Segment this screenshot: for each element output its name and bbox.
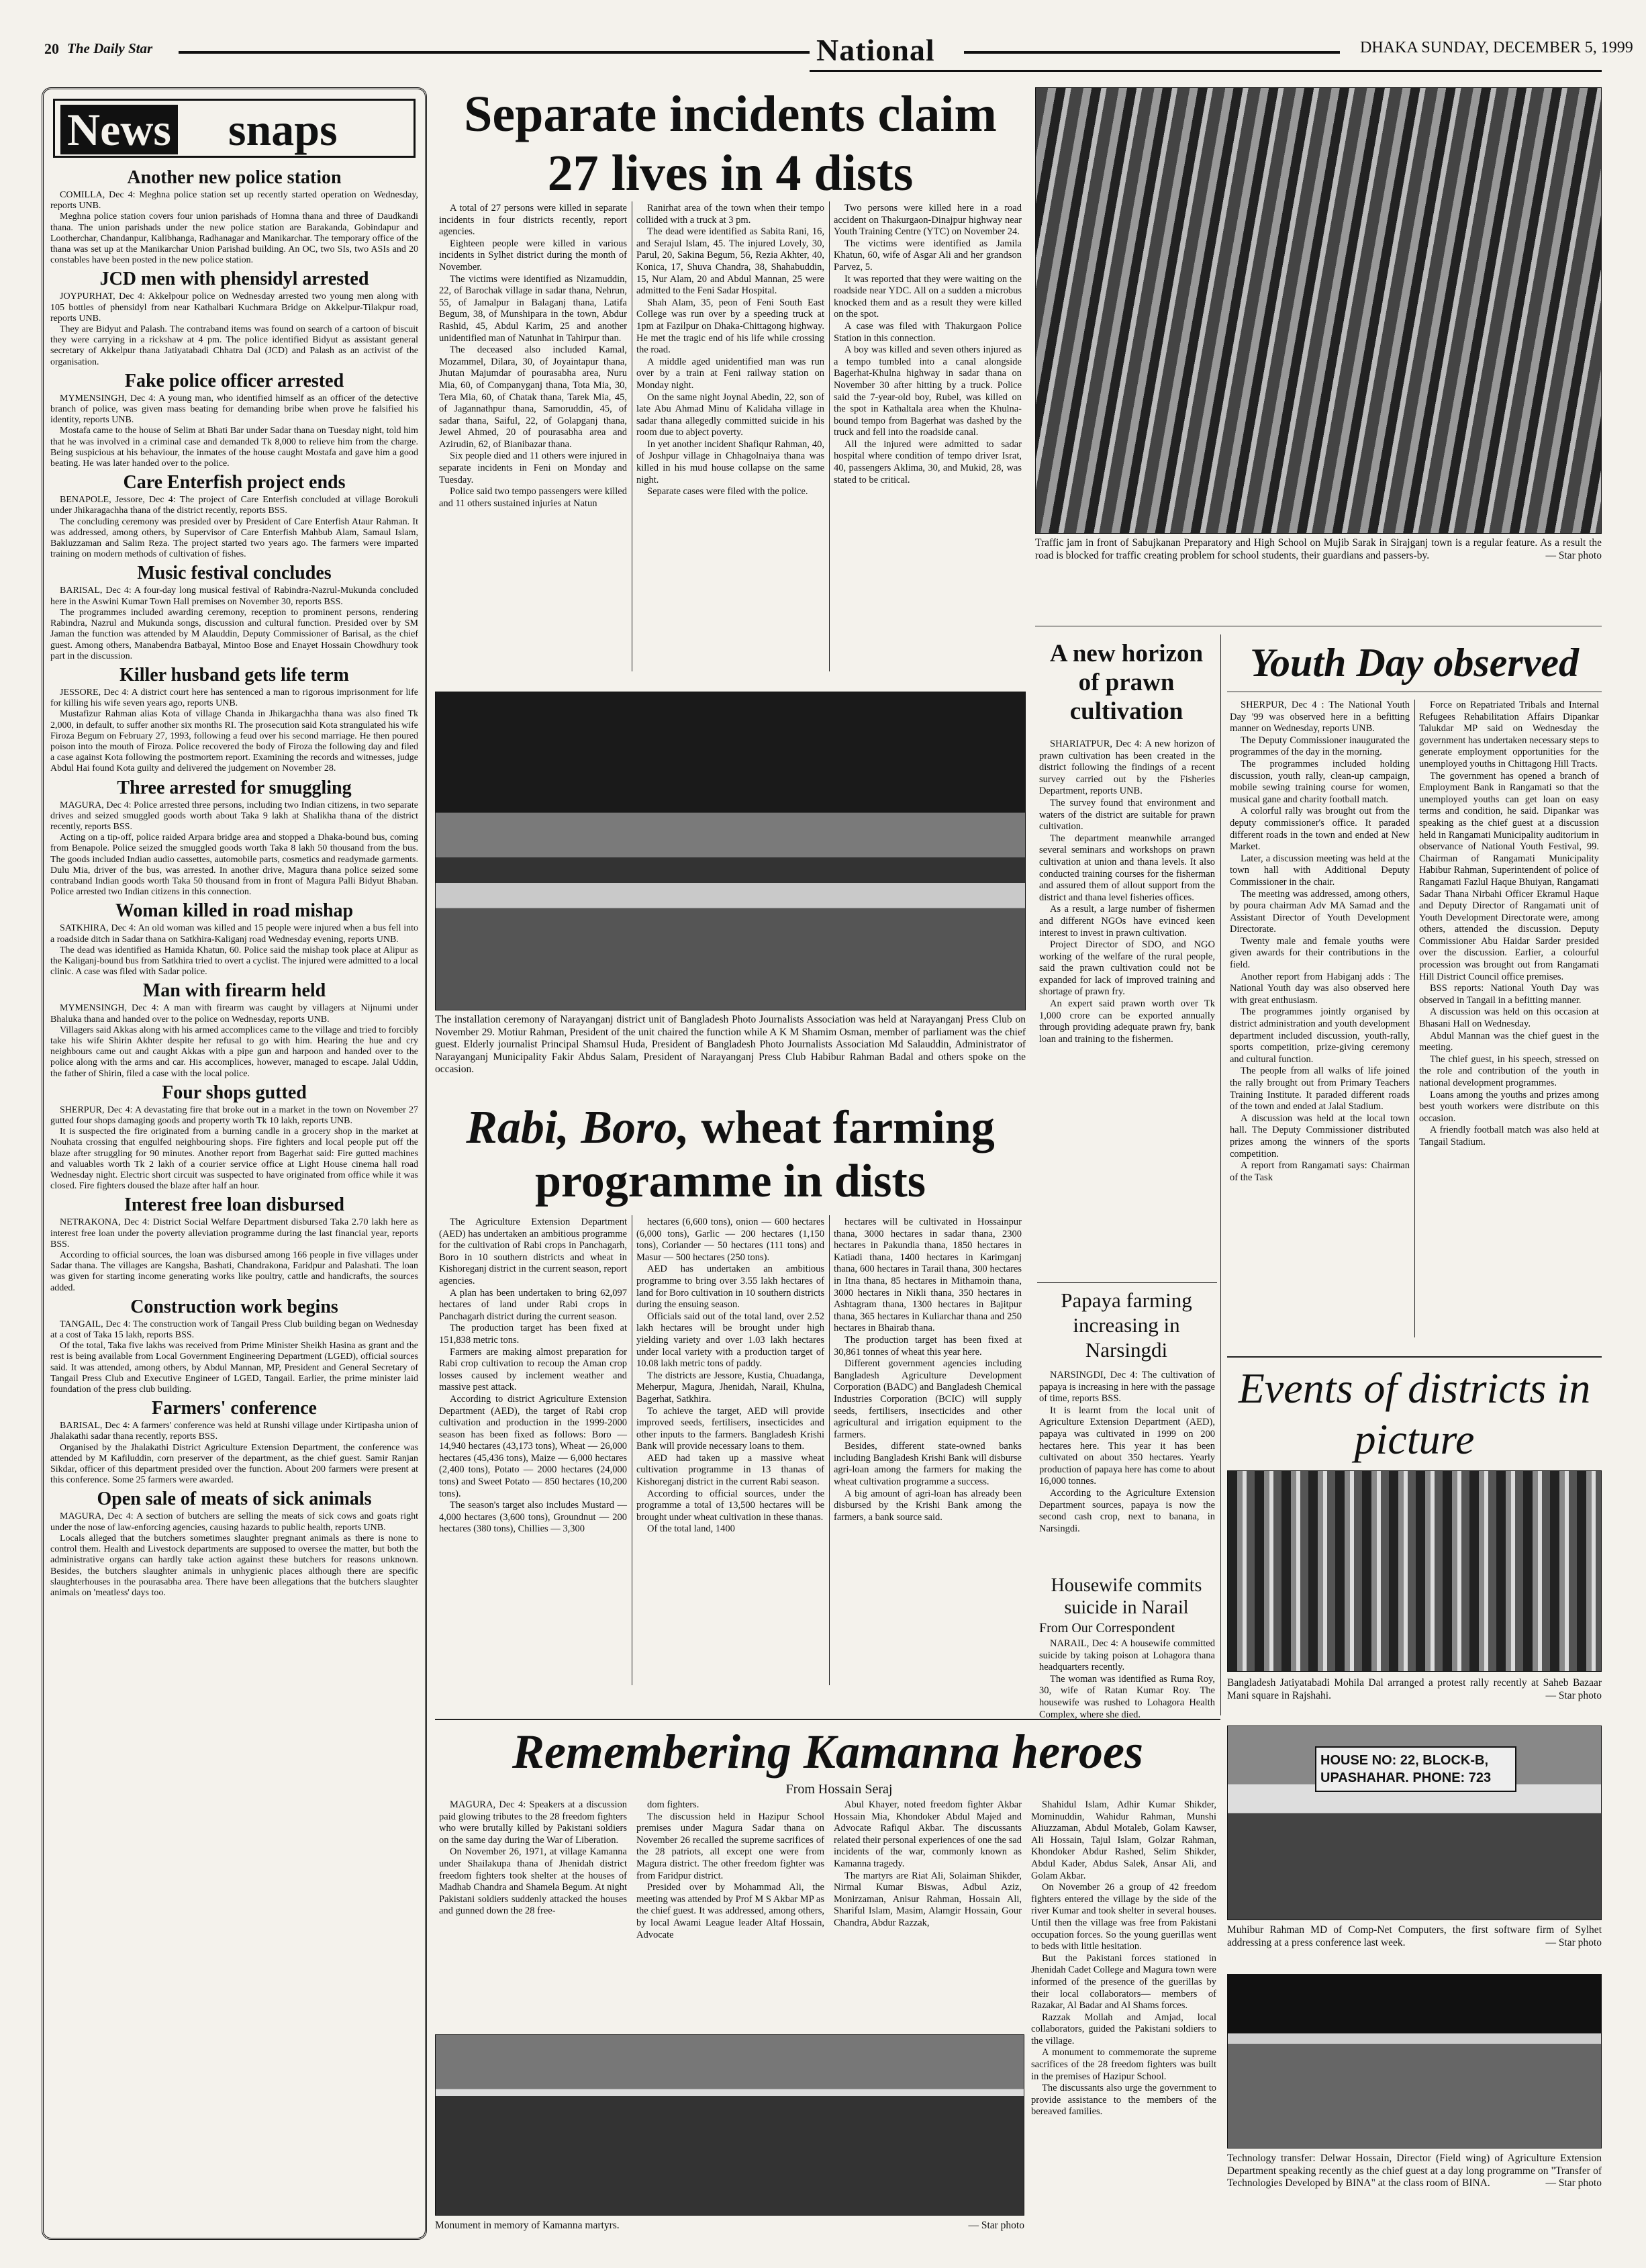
paragraph: The production target has been fixed at 30,861 tonnes of wheat this year here. <box>834 1334 1022 1358</box>
newsnap-paragraph: JESSORE, Dec 4: A district court here has sentenced a man to rigorous imprisonment for life for killing his wife seven years ago, reports UNB. <box>50 687 418 709</box>
paragraph: The dead were identified as Sabita Rani, 16, and Serajul Islam, 45. The injured Lovely, 30, Parul, 20, Sakina Begum, 56, Rezia Akhter, 40, Konica, 17, Shuva Chandra, 38, Shahabuddin, 15, Nur Alam, 20 and Abdul Mannan, 25 were admitted to the Feni Sadar Hospital. <box>636 226 824 297</box>
tech-caption-text: Technology transfer: Delwar Hossain, Director (Field wing) of Agriculture Extension Department speaking recently as the chief guest at a day long programme on "Transfer of Technologies Developed by BINA" at the class room of BINA. <box>1227 2153 1602 2189</box>
newsnap-paragraph: It is suspected the fire originated from a burning candle in a grocery shop in the market at Nouhata crossing that engulfed neighbouring shops. Fire fighters and local people put off the blaze after struggling for 90 minutes. Another report from Bagerhat said: Fire gutted machines and valuables worth Tk 2 lakh of a courier service office at Light House cinema hall road Wednesday night. Electric short circuit was suspected to have originated from office while it was closed. Fire fighters doused the blaze after half an hour. <box>50 1127 418 1192</box>
newsnap-item <box>50 980 418 1079</box>
newsnap-paragraph: BARISAL, Dec 4: A farmers' conference was held at Runshi village under Kirtipasha union of Jhalakathi sadar thana recently, reports BSS. <box>50 1421 418 1442</box>
paragraph: The martyrs are Riat Ali, Solaiman Shikder, Nirmal Kumar Biswas, Adbul Aziz, Monirzaman, Anisur Rahman, Hossain Ali, Shariful Islam, Masim, Alamgir Hossain, Gour Chandra, Abdur Razzak, <box>834 1870 1022 1928</box>
paragraph: Loans among the youths and prizes among best youth workers were distribute on this occasion. <box>1419 1089 1599 1124</box>
newsnap-headline: Man with firearm held <box>142 980 326 1002</box>
press-conference-photo <box>1227 1726 1602 1920</box>
newsnap-headline: Another new police station <box>127 167 342 188</box>
paragraph: dom fighters. <box>647 1799 699 1810</box>
lead-divider-2 <box>829 201 830 671</box>
newsnap-headline: Three arrested for smuggling <box>117 777 352 798</box>
newsnap-headline: Music festival concludes <box>137 563 332 584</box>
paragraph: Besides, different state-owned banks including Bangladesh Krishi Bank will disburse agri-loan among the farmers for making the wheat cultivation programme a success. <box>834 1441 1022 1488</box>
newsnap-paragraph: The concluding ceremony was presided over by President of Care Enterfish Ataur Rahman. It was addressed, among others, by Supervisor of Care Enterfish Mahbub Alam, Samaul Islam, Bakluzzaman and Salim Reza. The project started two years ago. The farmers were imparted training on modern methods of cultivation of fishes. <box>50 516 418 560</box>
newsnap-item <box>50 563 418 661</box>
kamanna-headline: Remembering Kamanna heroes <box>512 1725 1144 1779</box>
rabi-col-2 <box>636 1217 824 1687</box>
lead-col-2 <box>636 203 824 679</box>
rabi-col-3 <box>834 1217 1022 1687</box>
paragraph: A big amount of agri-loan has already been disbursed by the Krishi Bank among the farmers, a bank source said. <box>834 1488 1022 1523</box>
newsnap-headline: Construction work begins <box>130 1296 338 1317</box>
paragraph: Razzak Mollah and Amjad, local collaborators, guided the Pakistani soldiers to the village. <box>1031 2012 1216 2046</box>
newsnap-paragraph: Mustafizur Rahman alias Kota of village Chanda in Jhikargachha thana was also fined Tk 2,000, in default, to suffer another six months RI. The prosecution said Kota strangulated his wife Firoza Begum on February 27, 1993, following a feud over his second marriage. He then poured poison into the mouth of Firoza. Police recovered the body of Firoza the following day and filed a case against Kota following the postmortem report. Examining the records and witnesses, judge Abdul Hai found Kota guilty and delivered the judgement on November 28. <box>50 709 418 774</box>
paragraph: But the Pakistani forces stationed in Jhenidah Cadet College and Magura town were informed of the presence of the guerillas by their local collaborators— members of Razakar, Al Badar and Al Shams forces. <box>1031 1952 1216 2012</box>
newsnaps-list <box>50 164 418 2232</box>
newsnap-item <box>50 665 418 775</box>
paragraph: It was reported that they were waiting on the roadside near YDC. All on a sudden a microbus knocked them and as a result they were killed on the spot. <box>834 273 1022 320</box>
kamanna-photo-caption <box>435 2220 1024 2238</box>
kamanna-byline: From Hossain Seraj <box>785 1782 893 1797</box>
traffic-caption-text: Traffic jam in front of Sabujkanan Preparatory and High School on Mujib Sarak in Sirajganj town is a regular feature. As a result the road is blocked for traffic creating problem for school students, their guardians and passers-by. <box>1035 537 1602 561</box>
newsnaps-label-snaps: snaps <box>228 104 338 155</box>
right-col-divider <box>1220 634 1221 1715</box>
newsnap-paragraph: Acting on a tip-off, police raided Arpara bridge area and stopped a Dhaka-bound bus, coming from Benapole. Police seized the smuggled goods worth Taka 8 lakh 50 thousand from the bus. The goods included Indian audio cassettes, automobile parts, cosmetics and readymade garments. Dulu Mia, driver of the bus, was arrested. In another drive, Magura thana police seized some contraband Indian goods worth Taka 50 thousand from in front of Magura Palli Bidyut Bhaban. Police arrested two Indian citizens in this connection. <box>50 833 418 898</box>
paragraph: Police said two tempo passengers were killed and 11 others sustained injuries at Natun <box>439 486 627 509</box>
traffic-caption-credit: — Star photo <box>1545 549 1602 561</box>
paragraph: Abdul Mannan was the chief guest in the meeting. <box>1419 1030 1599 1053</box>
rally-caption-text: Bangladesh Jatiyatabadi Mohila Dal arranged a protest rally recently at Saheb Bazaar Mani square in Rajshahi. <box>1227 1677 1602 1701</box>
kamanna-col-1 <box>439 1799 627 2024</box>
prawn-headline: A new horizon of prawn cultivation <box>1049 640 1204 725</box>
paragraph: The survey found that environment and waters of the district are suitable for prawn cultivation. <box>1039 797 1215 833</box>
paragraph: The department meanwhile arranged several seminars and workshops on prawn cultivation at union and thana levels. It also conducted training courses for the fisherman and assured them of allout support from the district and thana level fisheries offices. <box>1039 833 1215 903</box>
paragraph: The victims were identified as Jamila Khatun, 60, wife of Asgar Ali and her grandson Parvez, 5. <box>834 238 1022 273</box>
newsnap-paragraph: NETRAKONA, Dec 4: District Social Welfare Department disbursed Taka 2.70 lakh here as interest free loan under the poverty alleviation programme during the last financial year, reports BSS. <box>50 1217 418 1249</box>
newsnap-item <box>50 1194 418 1293</box>
paragraph: MAGURA, Dec 4: Speakers at a discussion paid glowing tributes to the 28 freedom fighters who were brutally killed by Pakistani soldiers on the same day during the War of Liberation. <box>439 1799 627 1846</box>
prawn-body <box>1039 739 1215 1276</box>
masthead-rule-left <box>179 51 810 54</box>
youth-col-1 <box>1230 700 1410 1351</box>
newsnap-paragraph: JOYPURHAT, Dec 4: Akkelpour police on Wednesday arrested two young men along with 105 bottles of phensidyl from near Kathalbari Kuchmara Bridge on Akkelpur-Tilakpur road, reports UNB. <box>50 291 418 324</box>
newsnap-paragraph: TANGAIL, Dec 4: The construction work of Tangail Press Club building began on Wednesday at a cost of Taka 15 lakh, reports BSS. <box>50 1319 418 1341</box>
rally-caption <box>1227 1677 1602 1720</box>
newsnap-paragraph: Organised by the Jhalakathi District Agriculture Extension Department, the conference was attended by M Kafiluddin, corn preserver of the department, as the chief guest. Samir Ranjan Sikdar, officer of this department presided over the function. About 200 farmers were present at this conference. Some 25 farmers were awarded. <box>50 1442 418 1486</box>
newsnap-paragraph: Villagers said Akkas along with his armed accomplices came to the village and tried to forcibly take his wife Shirin Akhter despite her refusal to go with him. Hearing the hue and cry neighbours came out and caught Akkas with a pipe gun and harpoon and handed over to the police along with the arms and car. His accomplices, however, managed to escape. Jalal Uddin, the father of Shirin, filed a case with the local police. <box>50 1025 418 1079</box>
press-club-photo <box>435 692 1026 1010</box>
paragraph: The season's target also includes Mustard — 4,000 hectares (3,600 tons), Groundnut — 200 hectares (380 tons), Chillies — 3,300 <box>439 1500 627 1535</box>
rally-caption-credit: — Star photo <box>1545 1689 1602 1701</box>
paragraph: Project Director of SDO, and NGO working of the welfare of the rural people, said the prawn cultivation could not be expanded for lack of improved training and shortage of prawn fry. <box>1039 939 1215 998</box>
paragraph: A colorful rally was brought out from the deputy commissioner's office. It paraded different roads in the town and ended at New Market. <box>1230 806 1410 853</box>
paragraph: A discussion was held at the local town hall. The Deputy Commissioner distributed prizes among the winners of the sports competition. <box>1230 1113 1410 1160</box>
paragraph: A case was filed with Thakurgaon Police Station in this connection. <box>834 320 1022 344</box>
kamanna-top-rule <box>435 1719 1220 1720</box>
newsnap-paragraph: Locals alleged that the butchers sometimes slaughter pregnant animals as there is none to control them. Health and Livestock departments are supposed to oversee the matter, but both the administrative organs can hardly take action against these butchers for reasons unknown. Besides, the butchers slaughter animals in unhygienic places although there are specific slaughterhouses in the pourasabha area. There have been allegations that the butchers slaughter animals on 'meatless' days too. <box>50 1533 418 1598</box>
paragraph: On November 26, 1971, at village Kamanna under Shailakupa thana of Jhenidah district freedom fighters took shelter at the houses of Madhab Chandra and Shamela Begum. At night Pakistani soldiers suddenly attacked the houses and gunned down the 28 free- <box>439 1846 627 1917</box>
paragraph: hectares (6,600 tons), onion — 600 hectares (6,000 tons), Garlic — 200 hectares (1,150 tons), Coriander — 50 hectares (111 tons) and Masur — 500 hectares (250 tons). <box>636 1217 824 1263</box>
section-title: National <box>816 33 935 67</box>
newsnap-headline: Woman killed in road mishap <box>115 900 354 922</box>
newsnap-item <box>50 777 418 898</box>
paragraph: The programmes jointly organised by district administration and youth development department included discussion, youth-rally, sports competition, prize-giving ceremony and cultural function. <box>1230 1006 1410 1065</box>
rally-photo <box>1227 1470 1602 1672</box>
paragraph: Abul Khayer, noted freedom fighter Akbar Hossain Mia, Khondoker Abdul Majed and Advocate Rafiqul Akbar. The discussants related their personal experiences of one the sad incidents of the war, commonly known as Kamanna tragedy. <box>834 1799 1022 1869</box>
tech-caption-credit: — Star photo <box>1545 2177 1602 2189</box>
paragraph: The Deputy Commissioner inaugurated the programmes of the day in the morning. <box>1230 735 1410 758</box>
newsnap-paragraph: According to official sources, the loan was disbursed among 166 people in five villages under Sadar thana. The villages are Kangsha, Bashati, Chandrakona, Faridpur and Palashati. The loan was given for starting income generating works like poultry, cattle and handicrafts, the sources added. <box>50 1250 418 1293</box>
newsnap-paragraph: SATKHIRA, Dec 4: An old woman was killed and 15 people were injured when a bus fell into a roadside ditch in Sadar thana on Satkhira-Kaliganj road Wednesday evening, reports UNB. <box>50 923 418 945</box>
rabi-headline-italic: Rabi, Boro, <box>466 1102 689 1153</box>
paragraph: Ranirhat area of the town when their tempo collided with a truck at 3 pm. <box>636 203 824 226</box>
newsnap-item <box>50 900 418 978</box>
housewife-headline: Housewife commits suicide in Narail <box>1051 1575 1202 1618</box>
paragraph: Eighteen people were killed in various incidents in Sylhet district during the month of November. <box>439 238 627 273</box>
masthead-rule-right <box>964 51 1340 54</box>
kamanna-caption-text: Monument in memory of Kamanna martyrs. <box>435 2220 620 2231</box>
newsnap-paragraph: Mostafa came to the house of Selim at Bhati Bar under Sadar thana on Tuesday night, told him that he was involved in a criminal case and demanded Tk 8,000 to relieve him from the charge. Being suspicious at his behaviour, the inmates of the house caught Mostafa and gave him a good beating. He was later handed over to the police. <box>50 426 418 469</box>
paragraph: In yet another incident Shafiqur Rahman, 40, of Joshpur village in Chhagolnaiya thana was killed in his mud house collapse on the same night. <box>636 438 824 485</box>
paragraph: Shah Alam, 35, peon of Feni South East College was run over by a speeding truck at 1pm at Fazilpur on Dhaka-Chittagong highway. He met the tragic end of his life while crossing the road. <box>636 297 824 356</box>
kamanna-monument-photo <box>435 2034 1024 2216</box>
newsnap-item <box>50 1082 418 1192</box>
traffic-photo-caption <box>1035 537 1602 618</box>
paragraph: AED had taken up a massive wheat cultivation programme in 13 thanas of Kishoreganj district in the current Rabi season. <box>636 1452 824 1488</box>
paragraph: BSS reports: National Youth Day was observed in Tangail in a befitting manner. <box>1419 983 1599 1006</box>
paragraph: Twenty male and female youths were given awards for their contributions in the field. <box>1230 935 1410 971</box>
press-conf-caption-credit: — Star photo <box>1545 1936 1602 1948</box>
paragraph: An expert said prawn worth over Tk 1,000 crore can be exported annually through providing adequate prawn fry, bank loan and training to the fishermen. <box>1039 998 1215 1045</box>
paragraph: According to district Agriculture Extension Department (AED), the target of Rabi crop cultivation and production in the 1999-2000 season has been fixed as follows: Boro —14,940 hectares (43,173 tons), Wheat — 26,000 hectares (45,436 tons), Maize — 6,000 hectares (2,400 tons), Potato — 2000 hectares (24,000 tons) and Sweet Potato — 850 hectares (10,200 tons). <box>439 1393 627 1499</box>
newsnap-paragraph: MAGURA, Dec 4: Police arrested three persons, including two Indian citizens, in two separate drives and seized smuggled goods worth about Taka 9 lakh at Shalikha thana of the district recently, reports BSS. <box>50 800 418 832</box>
papaya-headline: Papaya farming increasing in Narsingdi <box>1061 1288 1192 1362</box>
newsnap-item <box>50 1489 418 1599</box>
paragraph: Different government agencies including Bangladesh Agriculture Development Corporation (BADC) and Bangladesh Chemical Industries Corporation (BCIC) will supply seeds, fertilisers, insecticides and other agricultural and irrigation equipment to the farmers. <box>834 1358 1022 1440</box>
lead-col-3 <box>834 203 1022 679</box>
paragraph: The government has opened a branch of Employment Bank in Rangamati so that the unemployed youths can get loan on easy terms and condition, he said. Dipankar was speaking as the chief guest at a discussion held in Rangamati Municipality auditorium in observance of National Youth Festival, 99. Chairman of Rangamati Municipality Habibur Rahman, Superintendent of police of Rangamati Fazlul Haque Bhuiyan, Rangamati Sadar Thana Nirbahi Officer Ekramul Haque and Deputy Director of Rangamati unit of Youth Development Directorate were, among others, attended the discussion. Deputy Commissioner Abu Haidar Sarder presided over the discussion. Earlier, a colourful procession was brought out from Rangamati Hill District Council office premises. <box>1419 770 1599 982</box>
rabi-headline-rest: wheat farming programme in dists <box>534 1102 995 1207</box>
newsnap-headline: Fake police officer arrested <box>124 370 344 391</box>
kamanna-col-4 <box>1031 1799 1216 2242</box>
paragraph: As a result, a large number of fishermen and different NGOs have evinced keen interest to invest in prawn cultivation. <box>1039 904 1215 939</box>
paragraph: The people from all walks of life joined the rally brought out from Primary Teachers Training Institute. It paraded different roads of the town and ended at Jalal Stadium. <box>1230 1066 1410 1113</box>
traffic-jam-photo <box>1035 87 1602 534</box>
dateline: DHAKA SUNDAY, DECEMBER 5, 1999 <box>1360 39 1633 56</box>
newsnap-paragraph: Of the total, Taka five lakhs was received from Prime Minister Sheikh Hasina as grant and the rest is being available from Local Government Engineering Department (LGED), official sources said. It was attended, among others, by Abdul Mannan, MP, President and General Secretary of Tangail Press Club and Executive Engineer of LGED, Tangail. Earlier, the prime minister laid foundation of the press club building. <box>50 1341 418 1395</box>
paragraph: The meeting was addressed, among others, by poura chairman Adv MA Samad and the Assistant Director of Youth Development Directorate. <box>1230 888 1410 935</box>
paragraph: SHERPUR, Dec 4 : The National Youth Day '99 was observed here in a befitting manner on Wednesday, reports UNB. <box>1230 700 1410 735</box>
newsnap-paragraph: SHERPUR, Dec 4: A devastating fire that broke out in a market in the town on November 27 gutted four shops damaging goods and property worth Tk 10 lakh, reports UNB. <box>50 1104 418 1126</box>
paragraph: A friendly football match was also held at Tangail Stadium. <box>1419 1125 1599 1147</box>
press-conference-caption <box>1227 1924 1602 1967</box>
newsnap-item <box>50 1398 418 1486</box>
newsnap-paragraph: The programmes included awarding ceremony, reception to prominent persons, rendering Rabindra, Nazrul and Mukunda songs, discussion and cultural function. Presided over by SM Jaman the function was attended by M Alauddin, Deputy Commissioner of Barisal, as the chief guest. Among others, Manabendra Batbayal, Mintoo Bose and Enayet Hossain Chowdhury took part in the discussion. <box>50 607 418 661</box>
paragraph: Farmers are making almost preparation for Rabi crop cultivation to recoup the Aman crop losses caused by inclement weather and massive pest attack. <box>439 1346 627 1393</box>
paragraph: The districts are Jessore, Kustia, Chuadanga, Meherpur, Magura, Jhenidah, Narail, Khulna, Bagerhat, Satkhira. <box>636 1370 824 1405</box>
page-number: 20 <box>44 40 59 57</box>
office-sign: HOUSE NO: 22, BLOCK-B, UPASHAHAR. PHONE: 723 <box>1315 1746 1516 1792</box>
newsnap-headline: Killer husband gets life term <box>119 664 349 686</box>
paragraph: The discussants also urge the government to provide assistance to the members of the bereaved families. <box>1031 2083 1216 2118</box>
kamanna-col-3 <box>834 1799 1022 2024</box>
newsnap-paragraph: COMILLA, Dec 4: Meghna police station set up recently started operation on Wednesday, reports UNB. <box>50 190 418 211</box>
prawn-rule <box>1037 1282 1217 1283</box>
paragraph: Presided over by Mohammad Ali, the meeting was attended by Prof M S Akbar MP as the chief guest. It was addressed, among others, by local Awami League leader Altaf Hossain, Advocate <box>636 1882 824 1940</box>
paragraph: The chief guest, in his speech, stressed on the role and contribution of the youth in national development programmes. <box>1419 1053 1599 1088</box>
paragraph: A report from Rangamati says: Chairman of the Task <box>1230 1160 1410 1183</box>
paragraph: The production target has been fixed at 151,838 metric tons. <box>439 1323 627 1345</box>
paragraph: Of the total land, 1400 <box>647 1523 735 1535</box>
youth-bottom-rule <box>1227 1356 1602 1358</box>
newsnap-paragraph: MYMENSINGH, Dec 4: A man with firearm was caught by villagers at Nijnumi under Bhaluka thana and handed over to the police on Wednesday, reports UNB. <box>50 1003 418 1025</box>
youth-divider <box>1414 700 1415 1337</box>
youth-col-2 <box>1419 700 1599 1351</box>
newsnap-paragraph: MYMENSINGH, Dec 4: A young man, who identified himself as an officer of the detective branch of police, was given mass beating for demanding bribe when prove he falsified his identity, reports UNB. <box>50 393 418 426</box>
events-headline: Events of districts in picture <box>1238 1364 1591 1463</box>
newsnap-paragraph: They are Bidyut and Palash. The contraband items was found on search of a cartoon of biscuit they were carrying in a rickshaw at 4 pm. The police identified Bidyut as assistant general secretary of Akkelpur thana Jatiyatabadi Chhatra Dal (JCD) and Palash as an activist of the organisation. <box>50 324 418 367</box>
newsnap-item <box>50 269 418 367</box>
newsnap-paragraph: The dead was identified as Hamida Khatun, 60. Police said the mishap took place at Alipur as the Kaliganj-bound bus from Satkhira tried to overt a cyclist. The injured were admitted to a local clinic. A case was filed with Sadar police. <box>50 945 418 978</box>
newsnap-item <box>50 167 418 266</box>
newsnaps-label <box>53 99 416 158</box>
paragraph: The victims were identified as Nizamuddin, 22, of Barochak village in sadar thana, Nehrun, 55, of Jamalpur in Balaganj thana, Latifa Begum, 38, of Munshipara in the town, Abdur Rashid, 45, Abdul Karim, 25 and another unidentified man of Natunhat in Tahirpur than. <box>439 273 627 344</box>
paragraph: The discussion held in Hazipur School premises under Magura Sadar thana on November 26 recalled the supreme sacrifices of the 28 patriots, all except one were from Magura district. The other freedom fighter was from Faridpur district. <box>636 1811 824 1881</box>
paragraph: A plan has been undertaken to bring 62,097 hectares of land under Rabi crops in Panchagarh district during the current season. <box>439 1287 627 1322</box>
paragraph: NARAIL, Dec 4: A housewife committed suicide by taking poison at Lohagora thana headquarters recently. <box>1039 1638 1215 1673</box>
paragraph: Two persons were killed here in a road accident on Thakurgaon-Dinajpur highway near Youth Training Centre (YTC) on November 24. <box>834 203 1022 238</box>
paper-name: The Daily Star <box>67 40 153 56</box>
paragraph: All the injured were admitted to sadar hospital where condition of tempo driver Israt, 40, passengers Aklima, 30, and Mukid, 28, was stated to be critical. <box>834 438 1022 485</box>
masthead <box>44 32 1633 74</box>
newsnap-paragraph: BARISAL, Dec 4: A four-day long musical festival of Rabindra-Nazrul-Mukunda concluded here in the Aswini Kumar Town Hall premises on November 30, reports BSS. <box>50 585 418 607</box>
kamanna-col-2 <box>636 1799 824 2024</box>
kamanna-caption-credit: — Star photo <box>968 2220 1024 2231</box>
paragraph: A monument to commemorate the supreme sacrifices of the 28 freedom fighters was built in the premises of Hazipur School. <box>1031 2047 1216 2082</box>
newsnap-paragraph: BENAPOLE, Jessore, Dec 4: The project of Care Enterfish concluded at village Borokuli under Jhikaragachha thana of the district recently, reports BSS. <box>50 495 418 516</box>
press-conf-caption-text: Muhibur Rahman MD of Comp-Net Computers, the first software firm of Sylhet addressing at a press conference last week. <box>1227 1924 1602 1948</box>
press-club-caption: The installation ceremony of Narayanganj district unit of Bangladesh Photo Journalists Association was held at Narayanganj Press Club on November 29. Motiur Rahman, President of the unit chaired the function while A K M Shamim Osman, member of parliament was the chief guest. Elderly journalist Principal Shamsul Huda, President of Bangladesh Photo Journalists Association Md Salauddin, Administrator of Narayanganj Municipality Fakir Abdus Salam, President of Narayanganj Press Club Habibur Rahman Badal and others spoke on the occasion. <box>435 1014 1026 1076</box>
newsnap-item <box>50 472 418 560</box>
lead-headline: Separate incidents claim 27 lives in 4 dists <box>464 86 997 201</box>
paragraph: The woman was identified as Ruma Roy, 30, wife of Ratan Kumar Roy. The housewife was rushed to Lohagora Health Complex, where she died. <box>1039 1673 1215 1719</box>
newsnap-headline: Four shops gutted <box>162 1082 307 1103</box>
paragraph: Officials said out of the total land, over 2.52 lakh hectares will be brought under high yielding variety and over 1.03 lakh hectares under local variety with a production target of 10.08 lakh metric tons of paddy. <box>636 1311 824 1370</box>
paragraph: Later, a discussion meeting was held at the town hall with Additional Deputy Commissioner in the chair. <box>1230 853 1410 888</box>
lead-col-1 <box>439 203 627 679</box>
newsnap-item <box>50 1296 418 1395</box>
newsnap-paragraph: MAGURA, Dec 4: A section of butchers are selling the meats of sick cows and goats right under the nose of law-enforcing agencies, causing hazards to public health, reports UNB. <box>50 1511 418 1533</box>
paragraph: SHARIATPUR, Dec 4: A new horizon of prawn cultivation has been created in the district following the findings of a recent survey carried out by the Fisheries Department, reports UNB. <box>1039 739 1215 797</box>
paragraph: hectares will be cultivated in Hossainpur thana, 3000 hectares in sadar thana, 2300 hectares in Pakundia thana, 1850 hectares in Katiadi thana, 1400 hectares in Karimganj thana, 600 hectares in Tarail thana, 300 hectares in Itna thana, 85 hectares in Mithamoin thana, 3000 hectares in Nikli thana, 350 hectares in Ashtagram thana, 1300 hectares in Bajitpur thana, 365 hectares in Kuliarchar thana and 250 hectares in Bhairab thana. <box>834 1217 1022 1334</box>
paragraph: Force on Repatriated Tribals and Internal Refugees Rehabilitation Affairs Dipankar Talukdar MP said on Wednesday the government has undertaken necessary steps to generate employment opportunities for the unemployed youths in Chittagong Hill Tracts. <box>1419 700 1599 769</box>
paragraph: The Agriculture Extension Department (AED) has undertaken an ambitious programme for the cultivation of Rabi crops in Panchagarh, Boro in 10 southern districts and wheat in Kishoreganj district in the current season, report agencies. <box>439 1217 627 1286</box>
paragraph: Another report from Habiganj adds : The National Youth day was also observed here with great enthusiasm. <box>1230 971 1410 1006</box>
paragraph: AED has undertaken an ambitious programme to bring over 3.55 lakh hectares of land for Boro cultivation in 10 southern districts during the ensuing season. <box>636 1264 824 1311</box>
newsnap-headline: JCD men with phensidyl arrested <box>99 269 369 290</box>
rabi-col-1 <box>439 1217 627 1687</box>
paragraph: A total of 27 persons were killed in separate incidents in four districts recently, report agencies. <box>439 203 627 238</box>
paragraph: A middle aged unidentified man was run over by a train at Feni railway station on Monday night. <box>636 356 824 391</box>
newsnap-paragraph: Meghna police station covers four union parishads of Homna thana and three of Daudkandi thana. The union parishads under the new police station are Barakanda, Gobindapur and Lootherchar, Chandanpur, Kalibhanga, Radhanagar and Manikarchar. The temporary office of the thana was set up at the Manikarchar Union Parishad building. An OC, two SIs, two ASIs and 20 constables have been posted in the new police station. <box>50 211 418 266</box>
newsnap-headline: Farmers' conference <box>152 1398 317 1419</box>
paragraph: The deceased also included Kamal, Mozammel, Dilara, 30, of Joyaintapur thana, Jhutan Majumdar of pourasabha area, Nuru Mia, 60, of Companyganj thana, Tota Mia, 30, Tera Mia, 60, of Chatak thana, Tarek Mia, 45, of Jagannathpur thana, Samoruddin, 45, of sadar thana, Saiful, 22, of Golapganj thana, Jewel Ahmed, 20 of pourasabha area and Azirudin, 62, of Bianibazar thana. <box>439 344 627 450</box>
technology-transfer-photo <box>1227 1974 1602 2148</box>
housewife-byline: From Our Correspondent <box>1039 1621 1175 1636</box>
paragraph: According to the Agriculture Extension Department sources, papaya is now the second cash crop, next to banana, in Narsingdi. <box>1039 1487 1215 1534</box>
newsnap-headline: Interest free loan disbursed <box>124 1194 344 1216</box>
rabi-divider-2 <box>829 1215 830 1685</box>
rabi-headline <box>435 1101 1026 1209</box>
housewife-body <box>1039 1638 1215 1719</box>
paragraph: It is learnt from the local unit of Agriculture Extension Department (AED), papaya was cultivated in 1999 on 200 hectares here. This year it has been cultivated on about 350 hectares. Yearly production of papaya here has come to about 16,000 tonnes. <box>1039 1405 1215 1487</box>
papaya-body <box>1039 1370 1215 1571</box>
paragraph: To achieve the target, AED will provide improved seeds, fertilisers, insecticides and other inputs to the farmers. Bangladesh Krishi Bank will provide necessary loans to them. <box>636 1405 824 1452</box>
newsnap-headline: Care Enterfish project ends <box>123 472 346 493</box>
newsnaps-box <box>42 87 427 2240</box>
paragraph: The programmes included holding discussion, youth rally, clean-up campaign, mobile sewing training course for women, musical gane and charity football match. <box>1230 758 1410 805</box>
paragraph: Six people died and 11 others were injured in separate incidents in Feni on Monday and Tuesday. <box>439 451 627 485</box>
paragraph: NARSINGDI, Dec 4: The cultivation of papaya is increasing in here with the passage of time, reports BSS. <box>1039 1370 1215 1405</box>
newsnap-item <box>50 371 418 469</box>
paragraph: Separate cases were filed with the police. <box>647 486 808 498</box>
paragraph: According to official sources, under the programme a total of 13,500 hectares will be brought under wheat cultivation in these thanas. <box>636 1488 824 1523</box>
masthead-underline <box>810 70 1602 72</box>
paragraph: On November 26 a group of 42 freedom fighters entered the village by the side of the river Kumar and took shelter in several houses. Until then the village was free from Pakistani occupation forces. So the young guerillas went to beds with little hesitation. <box>1031 1882 1216 1952</box>
newsnaps-label-news: News <box>60 105 178 154</box>
newsnap-headline: Open sale of meats of sick animals <box>97 1489 372 1510</box>
paragraph: Shahidul Islam, Adhir Kumar Shikder, Mominuddin, Wahidur Rahman, Munshi Aliuzzaman, Abdul Motaleb, Golam Kawser, Ali Hossain, Tajul Islam, Golzar Rahman, Khondoker Abdur Rashed, Selim Shikder, Abdul Kader, Abdus Salek, Ansar Ali, and Golam Akbar. <box>1031 1799 1216 1881</box>
paragraph: On the same night Joynal Abedin, 22, son of late Abu Ahmad Minu of Kalidaha village in sadar thana allegedly committed suicide in his room due to abject poverty. <box>636 391 824 438</box>
technology-transfer-caption <box>1227 2153 1602 2240</box>
youth-headline: Youth Day observed <box>1250 641 1579 685</box>
paragraph: A discussion was held on this occasion at Bhasani Hall on Wednesday. <box>1419 1006 1599 1030</box>
paragraph: A boy was killed and seven others injured as a tempo tumbled into a canal alongside Bagerhat-Khulna highway in sadar thana on November 30 after hitting by a truck. Police said the 7-year-old boy, Rubel, was killed on the spot in Kathaltala area when the Khulna-bound tempo from Bagerhat was dashed by the truck and fell into the roadside canal. <box>834 344 1022 438</box>
